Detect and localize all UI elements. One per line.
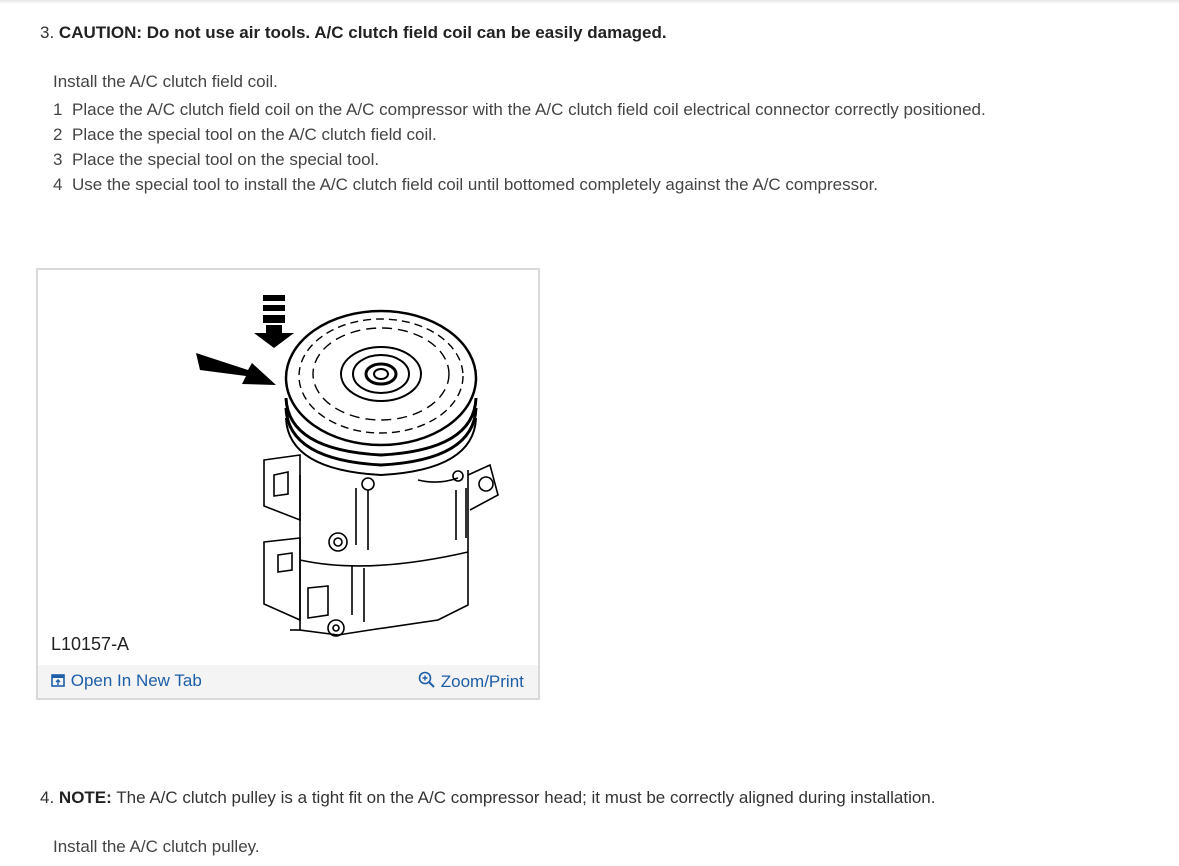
ac-compressor-illustration[interactable] xyxy=(38,270,538,665)
step-4-intro: Install the A/C clutch pulley. xyxy=(53,837,260,856)
step-3-caution: CAUTION: Do not use air tools. A/C clutch field coil can be easily damaged. xyxy=(58,23,667,42)
substep-number: 3 xyxy=(53,150,63,169)
step-3-intro: Install the A/C clutch field coil. xyxy=(53,72,278,91)
substep-text: Place the special tool on the A/C clutch field coil. xyxy=(72,125,437,144)
substep-2 xyxy=(53,122,986,147)
open-in-new-tab-label: Open In New Tab xyxy=(70,671,202,690)
step-3-number: 3. xyxy=(40,23,55,42)
open-in-new-tab-link[interactable] xyxy=(51,671,202,691)
substep-number: 2 xyxy=(53,125,63,144)
figure-frame xyxy=(36,268,540,700)
figure-action-bar xyxy=(38,665,538,698)
zoom-print-link[interactable] xyxy=(418,671,524,692)
open-new-tab-icon xyxy=(51,673,66,688)
substep-text: Place the special tool on the special tool. xyxy=(72,150,380,169)
down-arrow-icon xyxy=(254,295,294,348)
step-4-note-label: NOTE: xyxy=(58,788,112,807)
step-3-substeps xyxy=(53,97,986,197)
substep-4 xyxy=(53,172,986,197)
substep-text: Use the special tool to install the A/C clutch field coil until bottomed completely against the A/C compressor. xyxy=(72,175,879,194)
substep-number: 4 xyxy=(53,175,63,194)
substep-number: 1 xyxy=(53,100,63,119)
zoom-icon xyxy=(418,671,436,689)
substep-3 xyxy=(53,147,986,172)
substep-1 xyxy=(53,97,986,122)
step-4-note-text: The A/C clutch pulley is a tight fit on the A/C compressor head; it must be correctly aligned during installation. xyxy=(116,788,936,807)
clutch-pulley xyxy=(286,311,476,475)
pointer-arrow-icon xyxy=(196,353,276,385)
compressor-body xyxy=(264,455,498,636)
zoom-print-label: Zoom/Print xyxy=(440,672,524,691)
step-3-heading xyxy=(40,23,667,43)
substep-text: Place the A/C clutch field coil on the A/C compressor with the A/C clutch field coil electrical connector correctly positioned. xyxy=(72,100,986,119)
step-4-heading xyxy=(40,788,935,808)
top-divider xyxy=(0,0,1179,4)
step-4-number: 4. xyxy=(40,788,55,807)
figure-code: L10157-A xyxy=(51,634,130,654)
